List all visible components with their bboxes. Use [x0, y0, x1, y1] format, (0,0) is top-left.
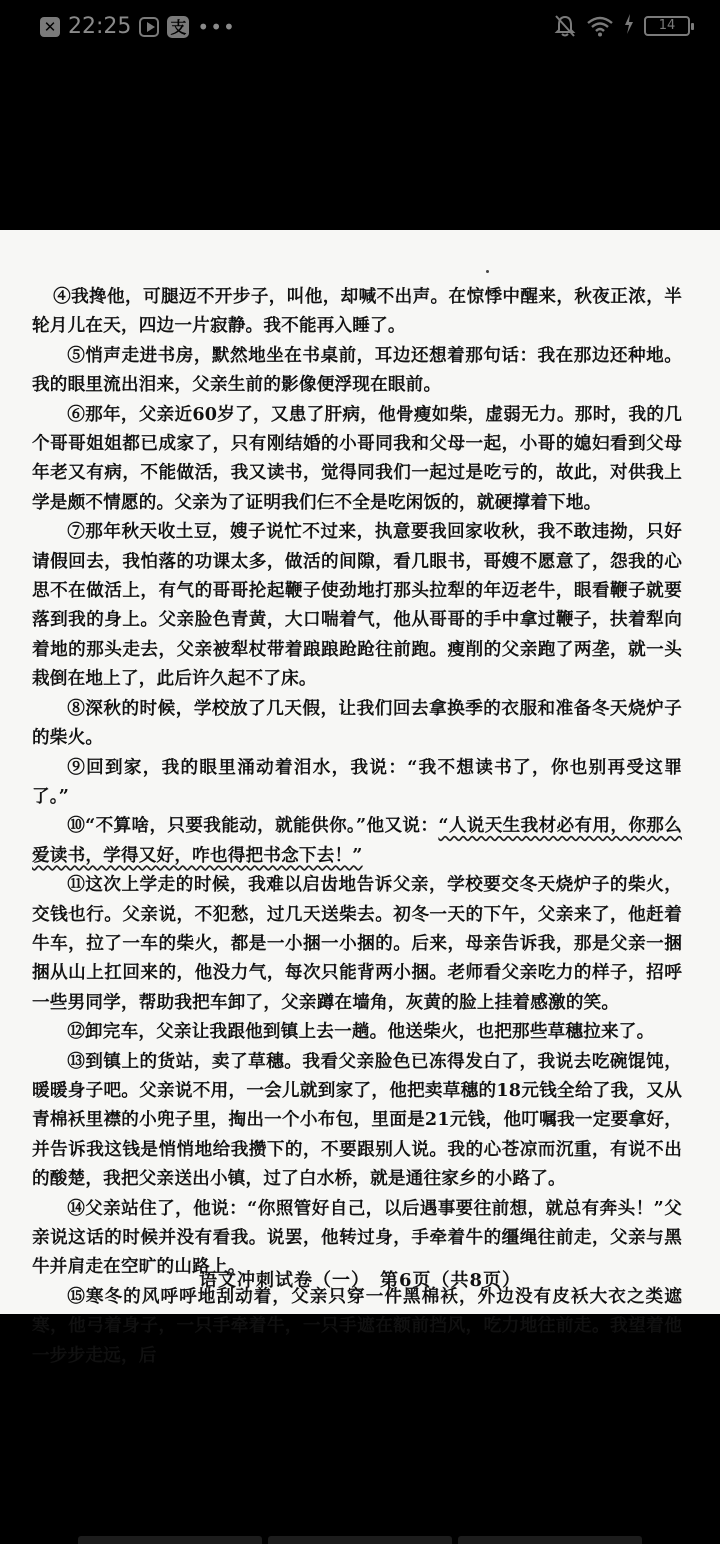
paragraph-5: ⑤悄声走进书房，默然地坐在书桌前，耳边还想着那句话：我在那边还种地。我的眼里流出泪来，父亲生前的影像便浮现在眼前。	[32, 344, 682, 396]
page-footer: 语文冲刺试卷（一） 第6页（共8页）	[198, 1270, 522, 1291]
paragraph-7: ⑦那年秋天收土豆，嫂子说忙不过来，执意要我回家收秋，我不敢违拗，只好请假回去，我怕落的功课太多，做活的间隙，看几眼书，哥嫂不愿意了，怨我的心思不在做活上，有气的哥哥抡起鞭子使劲地打那头拉犁的年迈老牛，眼看鞭子就要落到我的身上。父亲脸色青黄，大口喘着气，他从哥哥的手中拿过鞭子，扶着犁向着地的那头走去，父亲被犁杖带着踉踉跄跄往前跑。瘦削的父亲跑了两垄，就一头栽倒在地上了，此后许久起不了床。	[32, 521, 682, 690]
paragraph-6: ⑥那年，父亲近60岁了，又患了肝病，他骨瘦如柴，虚弱无力。那时，我的几个哥哥姐姐都已成家了，只有刚结婚的小哥同我和父母一起，小哥的媳妇看到父母年老又有病，不能做活，我又读书，觉得同我们一起过是吃亏的，故此，对供我上学是颇不情愿的。父亲为了证明我们仨不全是吃闲饭的，就硬撑着下地。	[32, 403, 682, 513]
paragraph-10-lead: ⑩“不算啥，只要我能动，就能供你。”他又说：	[67, 815, 439, 837]
paragraph-4: ④我搀他，可腿迈不开步子，叫他，却喊不出声。在惊悸中醒来，秋夜正浓，半轮月儿在天，四边一片寂静。我不能再入睡了。	[32, 286, 682, 337]
clock: 22:25	[68, 14, 132, 39]
wifi-icon	[586, 15, 614, 37]
media-play-icon	[139, 17, 159, 37]
scan-speck	[486, 270, 489, 273]
status-bar	[0, 0, 720, 56]
status-bar-left	[40, 14, 236, 39]
mute-bell-icon	[554, 14, 576, 38]
document-page[interactable]	[0, 230, 720, 1366]
bottom-nav-bar	[78, 1536, 642, 1544]
paragraph-14: ⑭父亲站住了，他说：“你照管好自己，以后遇事要往前想，就总有奔头！”父亲说这话的时候并没有看我。说罢，他转过身，手牵着牛的缰绳往前走，父亲与黑牛并肩走在空旷的山路上。	[32, 1197, 682, 1278]
paragraph-10-underlined-quote: “人说天生我材必有用，你那么爱读书，学得又好，咋也得把书念下去！”	[32, 815, 683, 866]
paragraph-11: ⑪这次上学走的时候，我难以启齿地告诉父亲，学校要交冬天烧炉子的柴火，交钱也行。父亲说，不犯愁，过几天送柴去。初冬一天的下午，父亲来了，他赶着牛车，拉了一车的柴火，都是一小捆一小捆的。后来，母亲告诉我，那是父亲一捆捆从山上扛回来的，他没力气，每次只能背两小捆。老师看父亲吃力的样子，招呼一些男同学，帮助我把车卸了，父亲蹲在墙角，灰黄的脸上挂着感激的笑。	[32, 874, 682, 1013]
status-bar-right	[554, 14, 690, 38]
paragraph-13: ⑬到镇上的货站，卖了草穗。我看父亲脸色已冻得发白了，我说去吃碗馄饨，暖暖身子吧。父亲说不用，一会儿就到家了，他把卖草穗的18元钱全给了我，又从青棉袄里襟的小兜子里，掏出一个小布包，里面是21元钱，他叮嘱我一定要拿好，并告诉我这钱是悄悄地给我攒下的，不要跟别人说。我的心苍凉而沉重，有说不出的酸楚，我把父亲送出小镇，过了白水桥，就是通往家乡的小路了。	[32, 1050, 682, 1190]
bottom-nav-segment	[268, 1536, 452, 1544]
paragraph-8: ⑧深秋的时候，学校放了几天假，让我们回去拿换季的衣服和准备冬天烧炉子的柴火。	[32, 697, 682, 749]
bottom-nav-segment	[78, 1536, 262, 1544]
paragraph-10	[32, 811, 682, 870]
paragraph-15: ⑮寒冬的风呼呼地刮动着，父亲只穿一件黑棉袄，外边没有皮袄大衣之类遮寒，他弓着身子，一只手牵着牛，一只手遮在额前挡风，吃力地往前走。我望着他一步步走远，后	[32, 1285, 682, 1366]
close-icon: ✕	[40, 17, 60, 37]
bottom-nav-segment	[458, 1536, 642, 1544]
paragraph-12: ⑫卸完车，父亲让我跟他到镇上去一趟。他送柴火，也把那些草穗拉来了。	[67, 1021, 655, 1043]
document-text	[32, 282, 682, 1370]
charging-icon	[624, 14, 634, 38]
alipay-icon: 支	[167, 16, 189, 38]
battery-icon: 14	[644, 16, 690, 36]
more-notifications-icon: •••	[197, 14, 236, 39]
paragraph-9: ⑨回到家，我的眼里涌动着泪水，我说：“我不想读书了，你也别再受这罪了。”	[32, 756, 682, 807]
